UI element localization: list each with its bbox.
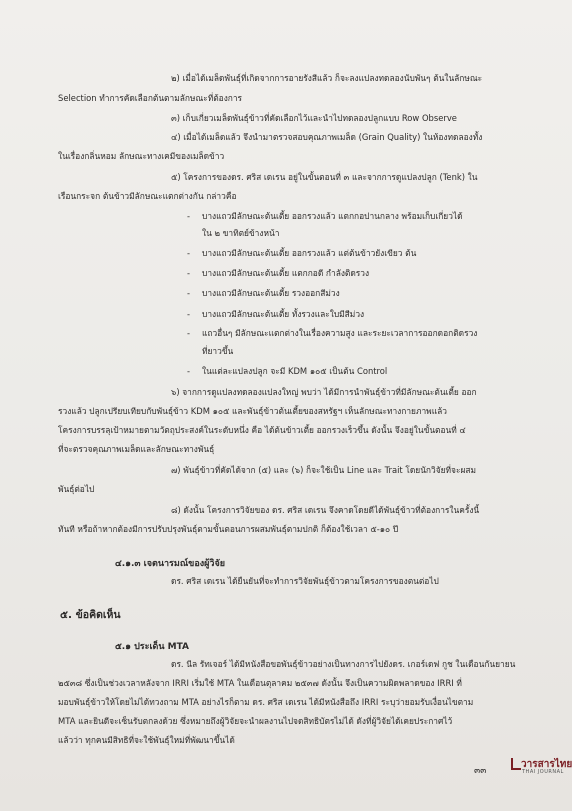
- bullet-item: ในแต่ละแปลงปลูก จะมี KDM ๑๐๕ เป็นต้น Control: [202, 366, 388, 376]
- section-text: ดร. ศริส เดเรน ได้ยืนยันที่จะทำการวิจัยพันธุ์ข้าวตามโครงการของตนต่อไป: [171, 576, 439, 586]
- bullet-dash: -: [187, 248, 191, 258]
- list-item-3: ๓) เก็บเกี่ยวเมล็ดพันธุ์ข้าวที่คัดเลือกไว้และนำไปทดลองปลูกแบบ Row Observe: [171, 113, 457, 123]
- bullet-dash: -: [187, 268, 191, 278]
- bullet-item: บางแถวมีลักษณะต้นเตี้ย ออกรวงแล้ว แตกกอปานกลาง พร้อมเก็บเกี่ยวได้: [202, 211, 463, 221]
- list-item-8-cont: ทันที หรือถ้าหากต้องมีการปรับปรุงพันธุ์ตามขั้นตอนการผสมพันธุ์ตามปกติ ก็ต้องใช้เวลา ๕-๑๐ ปี: [58, 524, 399, 534]
- list-item-6-cont: โครงการบรรลุเป้าหมายตามวัตถุประสงค์ในระดับหนึ่ง คือ ได้ต้นข้าวเตี้ย ออกรวงเร็วขึ้น ดังนั้น จึงอยู่ในขั้นตอนที่ ๔: [58, 425, 466, 435]
- bullet-item-cont: ที่ยาวขึ้น: [202, 346, 234, 356]
- list-item-6: ๖) จากการดูแปลงทดลองแปลงใหญ่ พบว่า ได้มีการนำพันธุ์ข้าวที่มีลักษณะต้นเตี้ย ออก: [171, 387, 477, 397]
- bullet-item: บางแถวมีลักษณะต้นเตี้ย รวงออกสีม่วง: [202, 288, 340, 298]
- list-item-8: ๘) ดังนั้น โครงการวิจัยของ ดร. ศริส เดเรน จึงคาดโดยดีได้พันธุ์ข้าวที่ต้องการในครั้งนี้: [171, 505, 480, 515]
- bullet-dash: -: [187, 328, 191, 338]
- section-heading-5-1: ๕.๑ ประเด็น MTA: [115, 642, 190, 652]
- section-text-cont: แล้วว่า ทุกคนมีสิทธิที่จะใช้พันธุ์ใหม่ที่พัฒนาขึ้นได้: [58, 735, 235, 745]
- list-item-7: ๗) พันธุ์ข้าวที่คัดได้จาก (๕) และ (๖) ก็จะใช้เป็น Line และ Trait โดยนักวิจัยที่จะผสม: [171, 465, 476, 475]
- section-heading-5: ๕. ข้อคิดเห็น: [60, 609, 121, 621]
- logo-mark-icon: [511, 758, 521, 770]
- section-text-cont: MTA และยินดีจะเซ็นรับตกลงด้วย ซึ่งหมายถึงผู้วิจัยจะนำผลงานไปจดสิทธิบัตรไม่ได้ ดังที่ผู้วิจัยได้เคยประกาศไว้: [58, 716, 453, 726]
- list-item-4-cont: ในเรื่องกลิ่นหอม ลักษณะทางเคมีของเมล็ดข้าว: [58, 151, 225, 161]
- paragraph-line: Selection ทำการคัดเลือกต้นตามลักษณะที่ต้องการ: [58, 93, 243, 103]
- logo-subtext: THAI JOURNAL: [522, 769, 564, 775]
- bullet-item: บางแถวมีลักษณะต้นเตี้ย แตกกอดี กำลังติดรวง: [202, 268, 370, 278]
- logo-text: วารสารไทย: [521, 759, 572, 770]
- section-text-cont: ๒๕๓๘ ซึ่งเป็นช่วงเวลาหลังจาก IRRI เริ่มใช้ MTA ในเดือนตุลาคม ๒๕๓๗ ดังนั้น จึงเป็นความผิดพลาดของ IRRI ที่: [58, 678, 462, 688]
- bullet-item: แถวอื่นๆ มีลักษณะแตกต่างในเรื่องความสูง และระยะเวลาการออกดอกติดรวง: [202, 328, 478, 338]
- bullet-dash: -: [187, 366, 191, 376]
- paragraph-line: ๒) เมื่อได้เมล็ดพันธุ์ที่เกิดจากการอายรังสีแล้ว ก็จะลงแปลงทดลองนับพันๆ ต้นในลักษณะ: [171, 73, 483, 83]
- bullet-dash: -: [187, 211, 191, 221]
- section-heading-4-1-3: ๔.๑.๓ เจตนารมณ์ของผู้วิจัย: [115, 559, 225, 569]
- section-text: ดร. นีล รัทเจอร์ ได้มีหนังสือขอพันธุ์ข้าวอย่างเป็นทางการไปยังดร. เกอร์เดฟ กูช ในเดือนกันยายน: [171, 659, 516, 669]
- page-number: ๓๓: [474, 766, 487, 776]
- bullet-item: บางแถวมีลักษณะต้นเตี้ย ออกรวงแล้ว แต่ต้นข้าวยังเขียว ต้น: [202, 248, 417, 258]
- list-item-6-cont: รวงแล้ว ปลูกเปรียบเทียบกับพันธุ์ข้าว KDM ๑๐๕ และพันธุ์ข้าวต้นเตี้ยของสหรัฐฯ เห็นลักษณะทางกายภาพแล้ว: [58, 406, 447, 416]
- bullet-dash: -: [187, 288, 191, 298]
- bullet-item: บางแถวมีลักษณะต้นเตี้ย ทั้งรวงและใบมีสีม่วง: [202, 309, 365, 319]
- list-item-4: ๔) เมื่อได้เมล็ดแล้ว จึงนำมาตรวจสอบคุณภาพเมล็ด (Grain Quality) ในห้องทดลองทั้ง: [171, 132, 483, 142]
- journal-logo: [512, 757, 572, 779]
- bullet-item-cont: ใน ๒ ขาทิตย์ข้างหน้า: [202, 228, 280, 238]
- bullet-dash: -: [187, 309, 191, 319]
- list-item-5: ๕) โครงการของดร. ศริส เดเรน อยู่ในขั้นตอนที่ ๓ และจากการดูแปลงปลูก (Tenk) ใน: [171, 172, 478, 182]
- list-item-7-cont: พันธุ์ต่อไป: [58, 484, 95, 494]
- section-text-cont: มอบพันธุ์ข้าวให้โดยไม่ได้ทวงถาม MTA อย่างไรก็ตาม ดร. ศริส เดเรน ได้มีหนังสือถึง IRRI ระบุว่ายอมรับเงื่อนไขตาม: [58, 697, 474, 707]
- list-item-5-cont: เรือนกระจก ต้นข้าวมีลักษณะแตกต่างกัน กล่าวคือ: [58, 191, 237, 201]
- list-item-6-cont: ที่จะตรวจคุณภาพเมล็ดและลักษณะทางพันธุ์: [58, 444, 215, 454]
